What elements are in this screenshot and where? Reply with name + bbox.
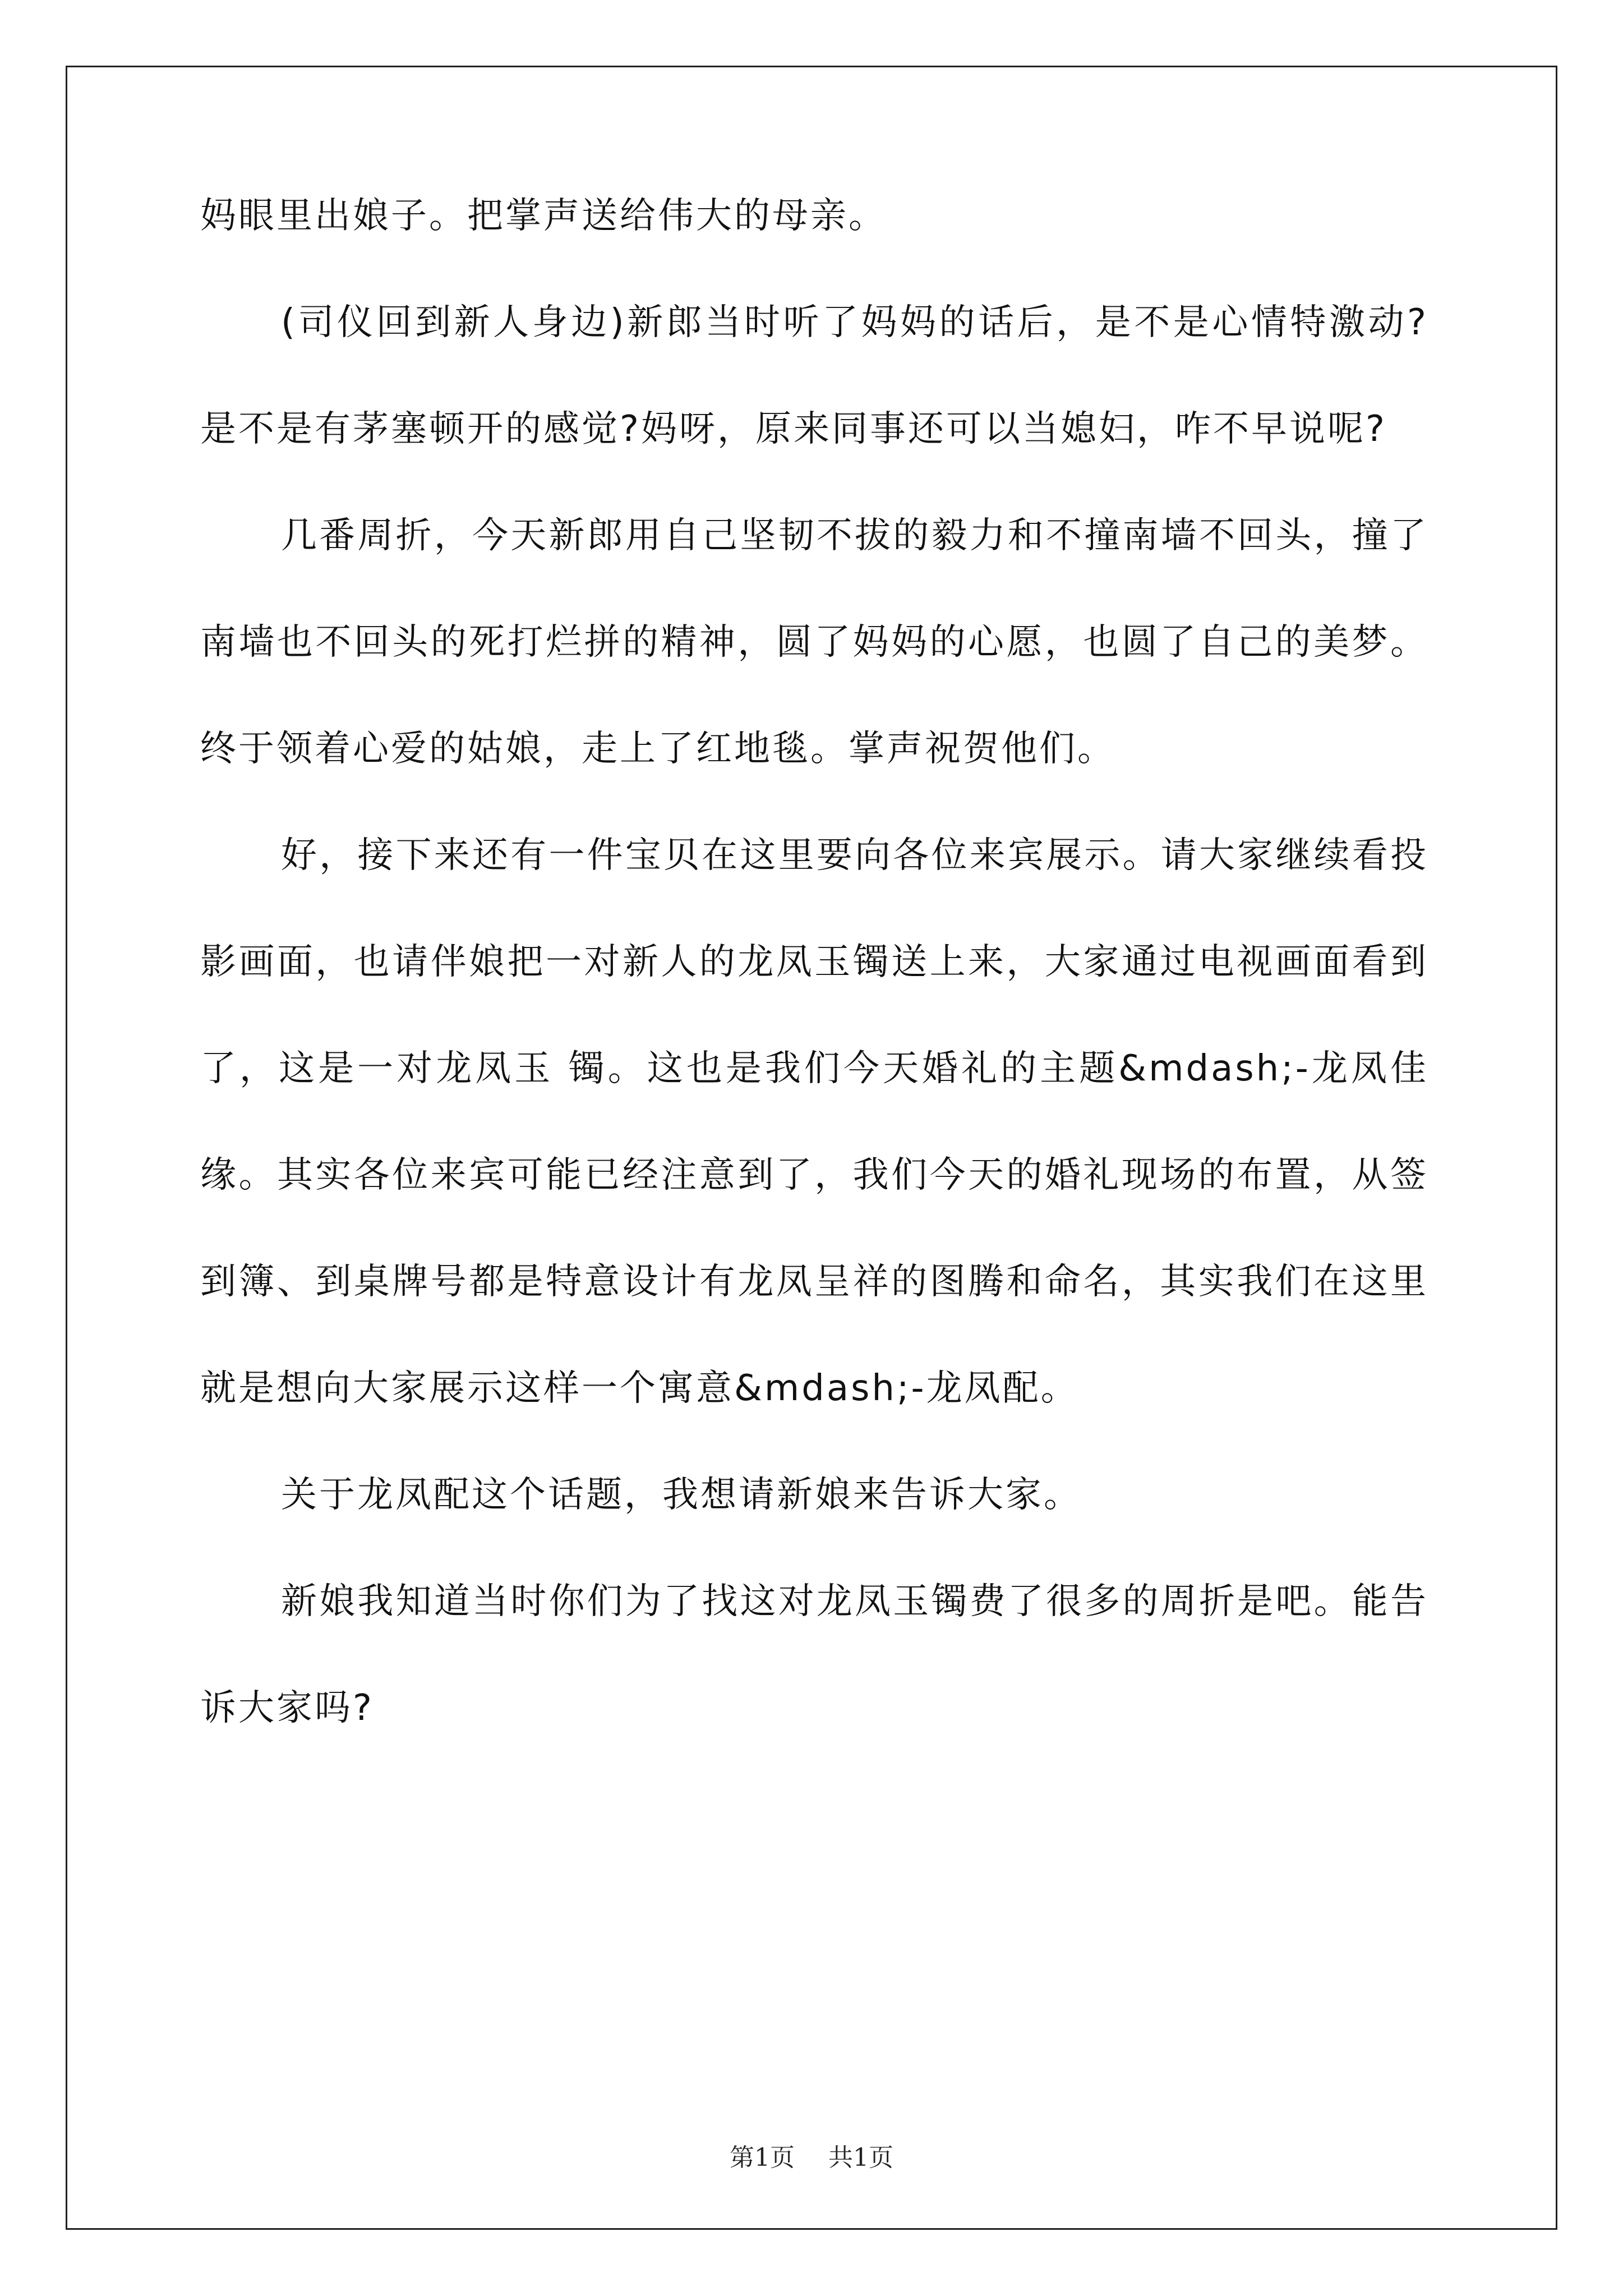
paragraph-5: 关于龙凤配这个话题，我想请新娘来告诉大家。: [281, 1474, 1082, 1516]
paragraph-1: 妈眼里出娘子。把掌声送给伟大的母亲。: [200, 195, 887, 237]
paragraph-3: 几番周折，今天新郎用自己坚韧不拔的毅力和不撞南墙不回头，撞了南墙也不回头的死打烂拼的精神，圆了妈妈的心愿，也圆了自己的美梦。终于领着心爱的姑娘，走上了红地毯。掌声祝贺他们。: [200, 515, 1428, 770]
page-footer: [0, 2137, 1623, 2173]
paragraph-6: 新娘我知道当时你们为了找这对龙凤玉镯费了很多的周折是吧。能告诉大家吗?: [200, 1581, 1428, 1729]
paragraph-4: 好，接下来还有一件宝贝在这里要向各位来宾展示。请大家继续看投影画面，也请伴娘把一对新人的龙凤玉镯送上来，大家通过电视画面看到了，这是一对龙凤玉 镯。这也是我们今天婚礼的主题&mdash;-龙凤佳缘。其实各位来宾可能已经注意到了，我们今天的婚礼现场的布置，从签到簿、到桌牌号都是特意设计有龙凤呈祥的图腾和命名，其实我们在这里就是想向大家展示这样一个寓意&mdash;-龙凤配。: [200, 835, 1428, 1409]
paragraph-2: (司仪回到新人身边)新郎当时听了妈妈的话后，是不是心情特激动?是不是有茅塞顿开的感觉?妈呀，原来同事还可以当媳妇，咋不早说呢?: [200, 302, 1428, 450]
document-body: [200, 163, 1428, 1761]
page-number: 第1页: [730, 2143, 795, 2172]
page-total: 共1页: [828, 2143, 893, 2172]
